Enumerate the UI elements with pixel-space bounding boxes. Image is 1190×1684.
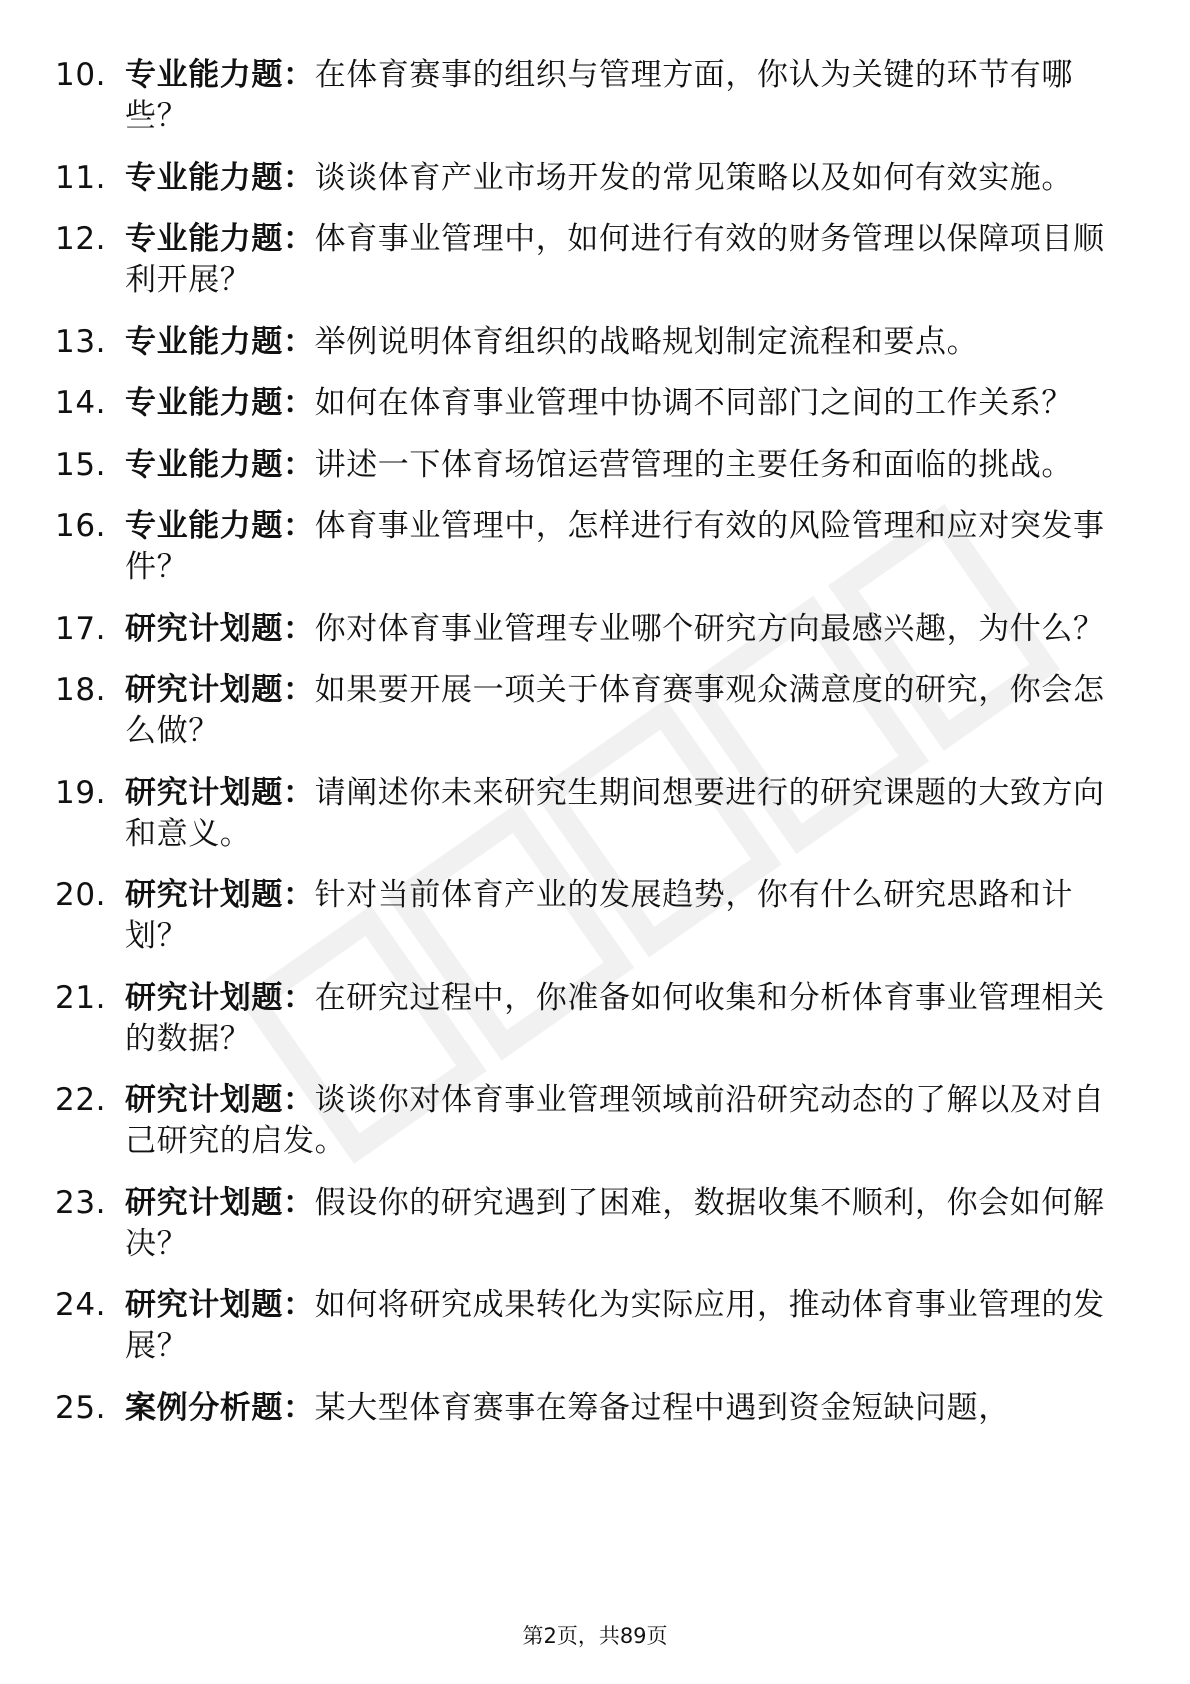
item-category: 研究计划题：	[125, 774, 315, 811]
item-number: 25.	[55, 1389, 107, 1426]
item-text: 举例说明体育组织的战略规划制定流程和要点。	[314, 323, 979, 360]
item-text: 某大型体育赛事在筹备过程中遇到资金短缺问题，	[314, 1389, 1010, 1426]
item-number: 19.	[55, 774, 107, 811]
item-number: 11.	[55, 159, 107, 196]
item-text: 讲述一下体育场馆运营管理的主要任务和面临的挑战。	[314, 446, 1074, 483]
item-category: 研究计划题：	[125, 1184, 315, 1221]
question-list	[55, 55, 1105, 1449]
list-item	[55, 506, 1105, 588]
list-item	[55, 55, 1105, 137]
item-text: 谈谈你对体育事业管理领域前沿研究动态的了解以及对自己研究的启发。	[125, 1082, 1105, 1159]
item-text: 谈谈体育产业市场开发的常见策略以及如何有效实施。	[314, 159, 1074, 196]
item-category: 专业能力题：	[125, 221, 315, 257]
item-text: 假设你的研究遇到了困难，数据收集不顺利，你会如何解决？	[125, 1184, 1105, 1262]
list-item	[55, 445, 1105, 486]
list-item	[55, 1388, 1105, 1429]
item-category: 研究计划题：	[125, 1082, 315, 1118]
list-item	[55, 875, 1105, 957]
item-category: 专业能力题：	[125, 57, 315, 93]
item-text: 如果要开展一项关于体育赛事观众满意度的研究，你会怎么做？	[125, 672, 1105, 749]
item-category: 研究计划题：	[125, 979, 315, 1016]
item-text: 如何将研究成果转化为实际应用，推动体育事业管理的发展？	[125, 1287, 1105, 1364]
item-text: 请阐述你未来研究生期间想要进行的研究课题的大致方向和意义。	[125, 774, 1105, 852]
item-number: 15.	[55, 446, 107, 483]
item-number: 18.	[55, 672, 107, 708]
item-text: 体育事业管理中，如何进行有效的财务管理以保障项目顺利开展？	[125, 221, 1105, 298]
list-item	[55, 1183, 1105, 1265]
item-text: 你对体育事业管理专业哪个研究方向最感兴趣，为什么？	[314, 610, 1105, 647]
list-item	[55, 383, 1105, 424]
item-category: 案例分析题：	[125, 1389, 315, 1426]
list-item	[55, 322, 1105, 363]
list-item	[55, 1080, 1105, 1162]
list-item	[55, 978, 1105, 1060]
item-category: 研究计划题：	[125, 610, 315, 647]
item-text: 针对当前体育产业的发展趋势，你有什么研究思路和计划？	[125, 877, 1074, 954]
item-number: 10.	[55, 57, 107, 93]
item-number: 21.	[55, 979, 107, 1016]
item-number: 24.	[55, 1287, 107, 1323]
item-number: 16.	[55, 508, 107, 544]
item-text: 体育事业管理中，怎样进行有效的风险管理和应对突发事件？	[125, 508, 1105, 585]
item-category: 专业能力题：	[125, 446, 315, 483]
item-number: 12.	[55, 221, 107, 257]
item-number: 23.	[55, 1184, 107, 1221]
item-text: 在体育赛事的组织与管理方面，你认为关键的环节有哪些？	[125, 57, 1074, 134]
item-category: 研究计划题：	[125, 672, 315, 708]
item-number: 22.	[55, 1082, 107, 1118]
item-category: 研究计划题：	[125, 1287, 315, 1323]
list-item	[55, 158, 1105, 199]
item-category: 专业能力题：	[125, 159, 315, 196]
item-category: 专业能力题：	[125, 323, 315, 360]
item-category: 研究计划题：	[125, 877, 315, 913]
page-number-footer: 第2页，共89页	[522, 1624, 668, 1648]
item-category: 专业能力题：	[125, 508, 315, 544]
item-number: 14.	[55, 385, 107, 421]
item-text: 在研究过程中，你准备如何收集和分析体育事业管理相关的数据？	[125, 979, 1105, 1057]
list-item	[55, 609, 1105, 650]
item-category: 专业能力题：	[125, 385, 315, 421]
list-item	[55, 670, 1105, 752]
item-number: 17.	[55, 610, 107, 647]
item-number: 13.	[55, 323, 107, 360]
list-item	[55, 1285, 1105, 1367]
item-text: 如何在体育事业管理中协调不同部门之间的工作关系？	[314, 385, 1074, 421]
list-item	[55, 219, 1105, 301]
list-item	[55, 773, 1105, 855]
item-number: 20.	[55, 877, 107, 913]
